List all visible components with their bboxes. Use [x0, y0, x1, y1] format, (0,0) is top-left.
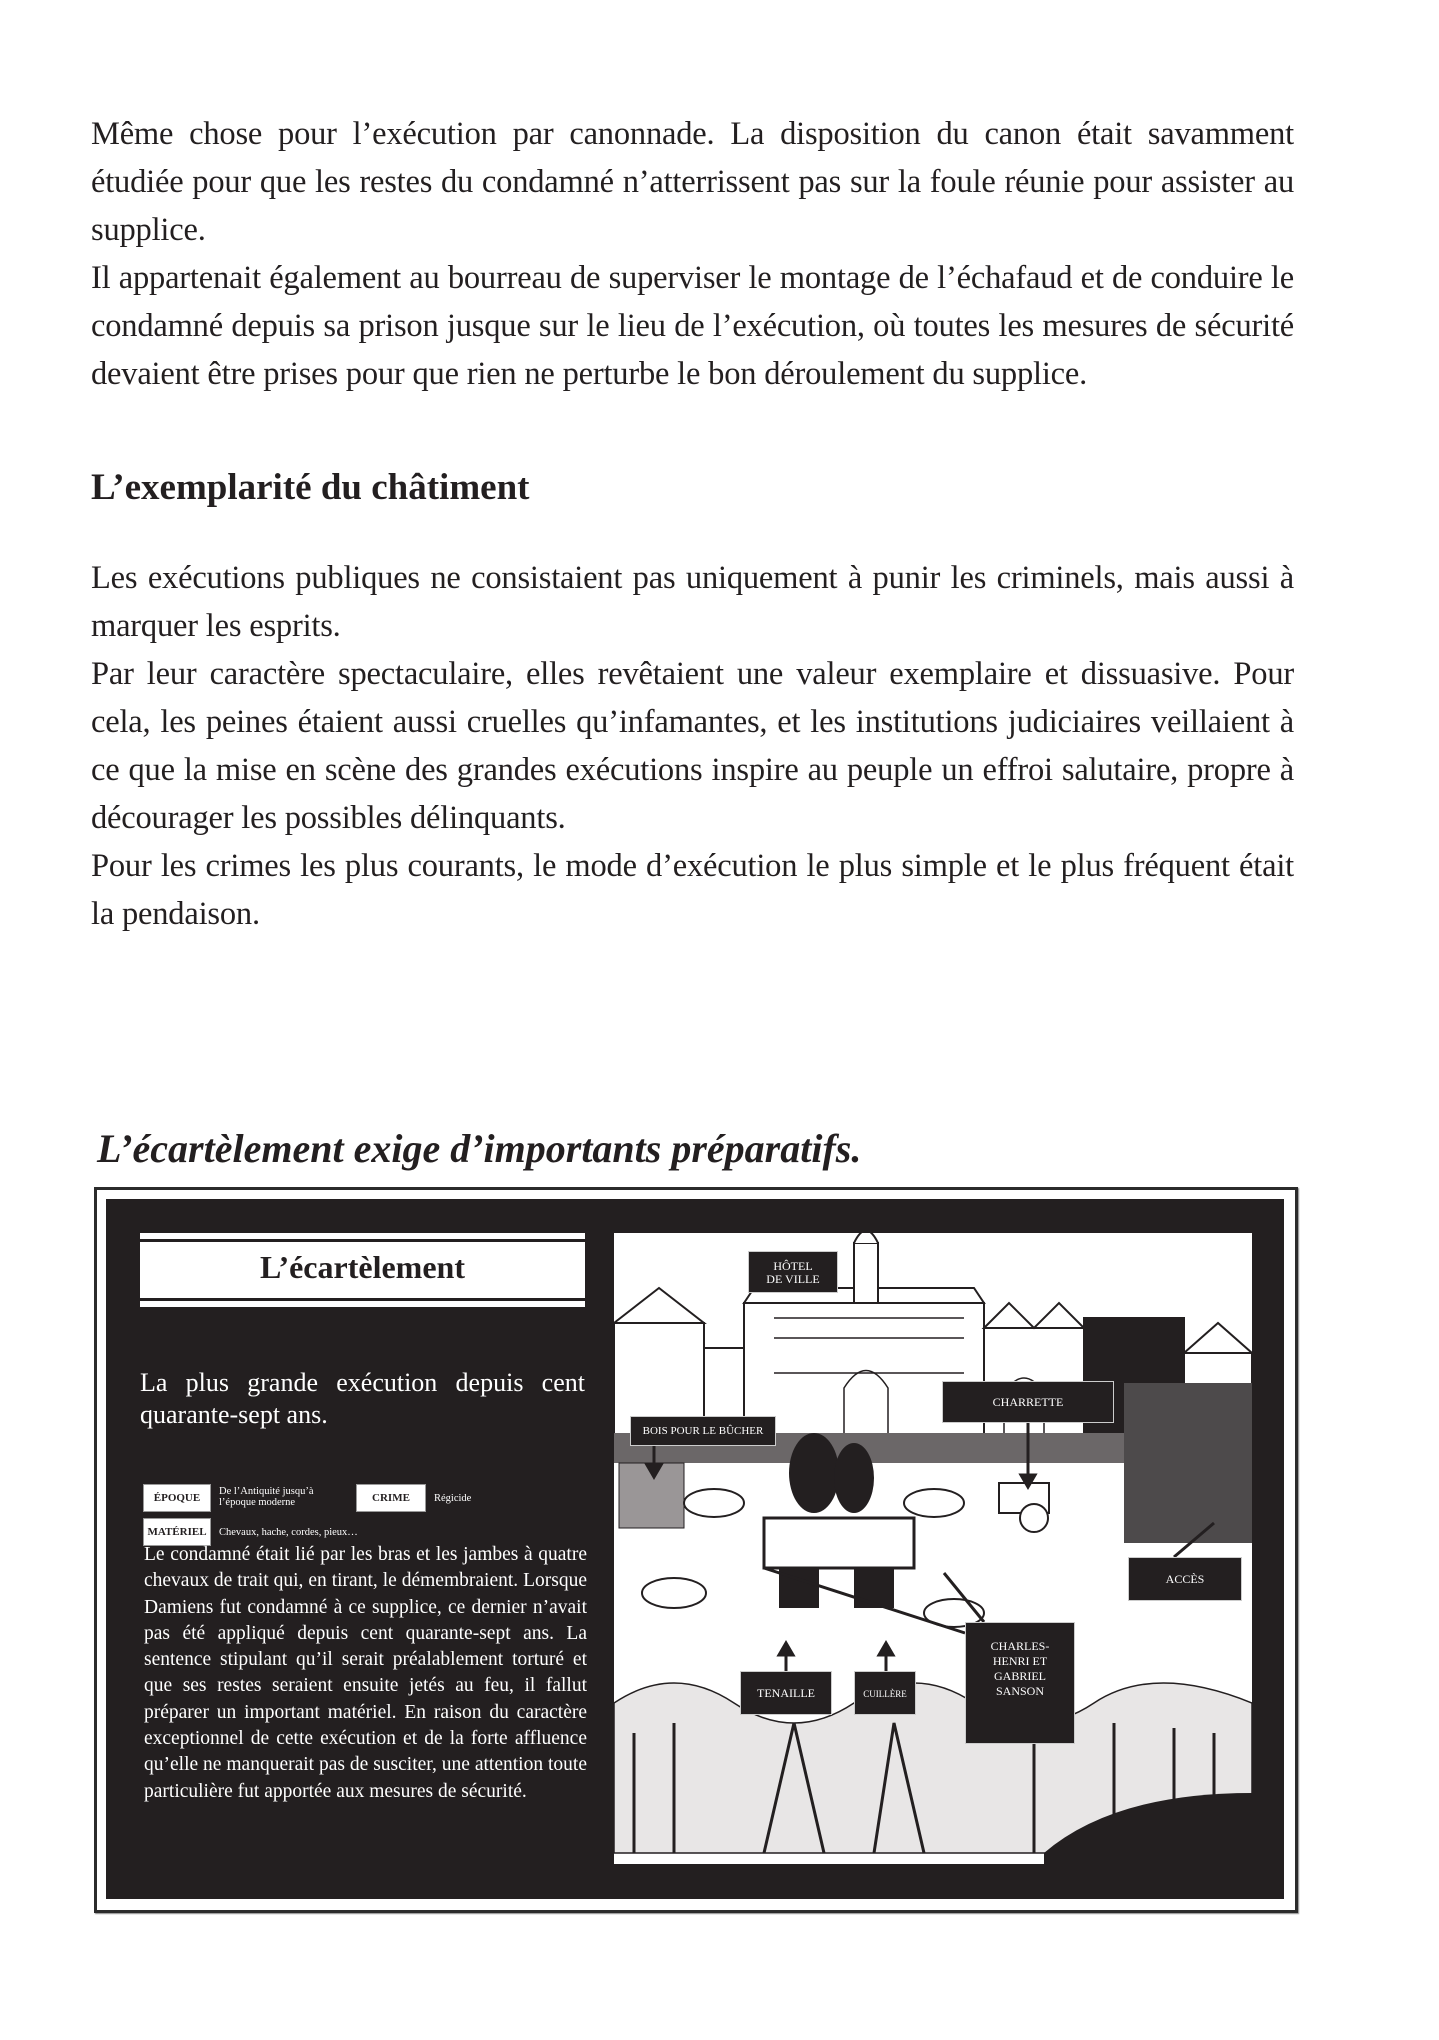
- executioner-figure: [834, 1443, 874, 1513]
- horse: [642, 1578, 706, 1608]
- hotel-tower: [854, 1243, 878, 1303]
- label-line: DE VILLE: [766, 1272, 820, 1286]
- section-heading: L’exemplarité du châtiment: [91, 467, 530, 508]
- paragraph: Les exécutions publiques ne consistaient pas uniquement à punir les criminels, mais aussi à marquer les esprits.: [91, 560, 1294, 644]
- label-acces: ACCÈS: [1128, 1557, 1242, 1601]
- tag-crime: CRIME: [356, 1484, 426, 1512]
- infobox-title: L’écartèlement: [260, 1249, 465, 1285]
- label-line: GABRIEL: [994, 1669, 1046, 1683]
- roof-mid: [984, 1303, 1084, 1328]
- arrowhead: [879, 1643, 893, 1655]
- label-line: CHARLES-: [990, 1639, 1050, 1653]
- cart-wheel: [1020, 1504, 1048, 1532]
- infobox-frame: [94, 1187, 1298, 1913]
- tower-dome: [854, 1233, 878, 1243]
- paragraph: Par leur caractère spectaculaire, elles revêtaient une valeur exemplaire et dissuasive. Pour cela, les peines étaient aussi cruelles qu’infamantes, et les institutions judiciaires veillaient à ce que la mise en scène des grandes exécutions inspire au peuple un effroi salutaire, propre à décourager les possibles délinquants.: [91, 656, 1294, 836]
- horse: [684, 1489, 744, 1517]
- roof-right: [1184, 1323, 1252, 1353]
- roof-left: [614, 1288, 704, 1323]
- label-sanson: [965, 1622, 1075, 1744]
- crowd-right-stand: [1124, 1383, 1252, 1543]
- paragraph: Il appartenait également au bourreau de superviser le montage de l’échafaud et de conduire le condamné depuis sa prison jusque sur le lieu de l’exécution, où toutes les mesures de sécurité devaient être prises pour que rien ne perturbe le bon déroulement du supplice.: [91, 260, 1294, 392]
- infobox-title-box: [140, 1233, 585, 1307]
- executioner-figure: [789, 1433, 839, 1513]
- paragraph: Même chose pour l’exécution par canonnade. La disposition du canon était savamment étudiée pour que les restes du condamné n’atterrissent pas sur la foule réunie pour assister au supplice.: [91, 116, 1294, 248]
- arrowhead: [779, 1643, 793, 1655]
- tag-epoque: ÉPOQUE: [143, 1484, 211, 1512]
- scaffold: [764, 1518, 914, 1568]
- body-text-block-2: [91, 554, 1294, 938]
- label-bois-pour-le-bucher: BOIS POUR LE BÛCHER: [630, 1416, 776, 1446]
- label-cuillere: CUILLÈRE: [854, 1671, 916, 1715]
- body-text-block-1: [91, 110, 1294, 398]
- figure-caption: L’écartèlement exige d’importants préparatifs.: [97, 1126, 862, 1171]
- infobox-subtitle: La plus grande exécution depuis cent quarante-sept ans.: [140, 1368, 585, 1429]
- tag-epoque-value: De l’Antiquité jusqu’à l’époque moderne: [219, 1486, 314, 1508]
- infobox-panel: [106, 1199, 1284, 1899]
- label-hotel-de-ville: [748, 1251, 838, 1293]
- label-line: SANSON: [995, 1684, 1044, 1698]
- label-line: HENRI ET: [992, 1654, 1048, 1668]
- label-charrette: CHARRETTE: [942, 1381, 1114, 1423]
- tag-crime-value: Régicide: [434, 1493, 472, 1504]
- label-line: HÔTEL: [773, 1259, 813, 1273]
- tag-materiel-value: Chevaux, hache, cordes, pieux…: [219, 1527, 358, 1538]
- tag-materiel: MATÉRIEL: [143, 1518, 211, 1546]
- engraving-drawing: [614, 1233, 1252, 1864]
- label-tenaille: TENAILLE: [740, 1671, 832, 1715]
- execution-scene-illustration: [614, 1233, 1252, 1864]
- paragraph: Pour les crimes les plus courants, le mode d’exécution le plus simple et le plus fréquent était la pendaison.: [91, 848, 1294, 932]
- infobox-description: Le condamné était lié par les bras et les jambes à quatre chevaux de trait qui, en tirant, le démembraient. Lorsque Damiens fut condamné à ce supplice, ce dernier n’avait pas été appliqué depuis cent quarante-sept ans. La sentence stipulant qu’il serait préalablement torturé et que ses restes seraient ensuite jetés au feu, il fallut préparer un important matériel. En raison du caractère exceptionnel de cette exécution et de la forte affluence qu’elle ne manquerait pas de susciter, une attention toute particulière fut apportée aux mesures de sécurité.: [144, 1544, 587, 1802]
- horse: [904, 1489, 964, 1517]
